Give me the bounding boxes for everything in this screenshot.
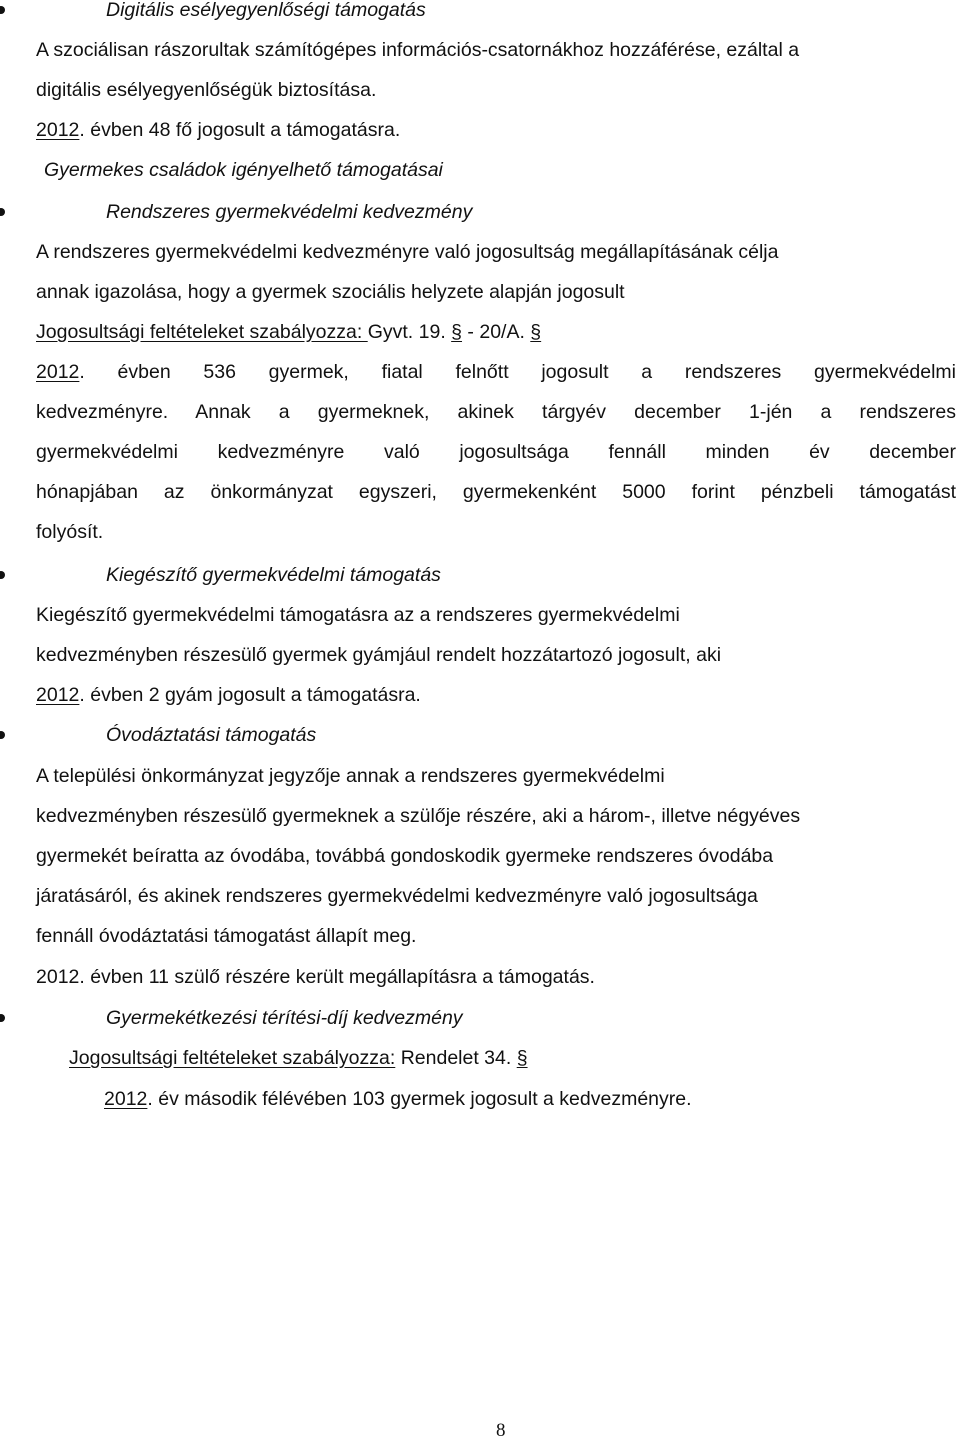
- text-line: gyermekvédelmi kedvezményre való jogosultsága fennáll minden év december: [36, 441, 956, 463]
- text-span: . évben 536 gyermek, fiatal felnőtt jogosult a rendszeres gyermekvédelmi: [79, 361, 956, 383]
- legal-reference-link: Jogosultsági feltételeket szabályozza:: [69, 1047, 396, 1069]
- text-line: kedvezményben részesülő gyermek gyámjául rendelt hozzátartozó jogosult, aki: [36, 644, 722, 666]
- text-line: 2012. évben 11 szülő részére került megállapításra a támogatás.: [36, 966, 595, 988]
- text-line: kedvezményre. Annak a gyermeknek, akinek tárgyév december 1-jén a rendszeres: [36, 401, 956, 423]
- text-line: [36, 319, 541, 345]
- section-sign: §: [530, 321, 542, 343]
- section-heading-gyermeketkezesi: Gyermekétkezési térítési-díj kedvezmény: [106, 1007, 463, 1029]
- bullet-icon: [0, 731, 5, 739]
- text-line: [36, 682, 421, 708]
- section-sign: §: [516, 1047, 528, 1069]
- text-span: - 20/A.: [462, 321, 531, 343]
- year-underlined: 2012: [36, 119, 80, 141]
- text-line: [36, 359, 956, 385]
- text-line: A települési önkormányzat jegyzője annak a rendszeres gyermekvédelmi: [36, 765, 665, 787]
- bullet-icon: [0, 208, 5, 216]
- section-sign: §: [451, 321, 463, 343]
- text-span: . évben 2 gyám jogosult a támogatásra.: [79, 684, 421, 706]
- text-line: A rendszeres gyermekvédelmi kedvezményre való jogosultság megállapításának célja: [36, 241, 779, 263]
- section-heading-kiegeszito: Kiegészítő gyermekvédelmi támogatás: [106, 564, 441, 586]
- text-line: gyermekét beíratta az óvodába, továbbá gondoskodik gyermeke rendszeres óvodába: [36, 845, 774, 867]
- subsection-title: Gyermekes családok igényelhető támogatásai: [44, 159, 443, 181]
- year-underlined: 2012: [36, 361, 80, 383]
- text-line: [36, 117, 400, 143]
- text-line: hónapjában az önkormányzat egyszeri, gyermekenként 5000 forint pénzbeli támogatást: [36, 481, 956, 503]
- text-line: digitális esélyegyenlőségük biztosítása.: [36, 79, 377, 101]
- text-line: Kiegészítő gyermekvédelmi támogatásra az a rendszeres gyermekvédelmi: [36, 604, 680, 626]
- text-line: A szociálisan rászorultak számítógépes információs-csatornákhoz hozzáférése, ezáltal a: [36, 39, 800, 61]
- text-span: . évben 48 fő jogosult a támogatásra.: [79, 119, 401, 141]
- text-line: [104, 1086, 692, 1112]
- text-line: [69, 1045, 528, 1071]
- text-line: annak igazolása, hogy a gyermek szociális helyzete alapján jogosult: [36, 281, 625, 303]
- text-line: járatásáról, és akinek rendszeres gyermekvédelmi kedvezményre való jogosultsága: [36, 885, 758, 907]
- text-line: fennáll óvodáztatási támogatást állapít meg.: [36, 925, 417, 947]
- text-span: Rendelet 34.: [395, 1047, 517, 1069]
- section-heading-ovodaztatasi: Óvodáztatási támogatás: [106, 724, 317, 746]
- section-heading-digital: Digitális esélyegyenlőségi támogatás: [106, 0, 426, 21]
- text-line: folyósít.: [36, 521, 104, 543]
- bullet-icon: [0, 6, 5, 14]
- text-span: . év második félévében 103 gyermek jogosult a kedvezményre.: [147, 1088, 692, 1110]
- year-underlined: 2012: [104, 1088, 148, 1110]
- legal-reference-link: Jogosultsági feltételeket szabályozza:: [36, 321, 368, 343]
- bullet-icon: [0, 571, 5, 579]
- section-heading-rendszeres: Rendszeres gyermekvédelmi kedvezmény: [106, 201, 473, 223]
- bullet-icon: [0, 1014, 5, 1022]
- text-line: kedvezményben részesülő gyermeknek a szülője részére, aki a három-, illetve négyéves: [36, 805, 801, 827]
- year-underlined: 2012: [36, 684, 80, 706]
- page-number: 8: [496, 1420, 506, 1441]
- text-span: Gyvt. 19.: [367, 321, 452, 343]
